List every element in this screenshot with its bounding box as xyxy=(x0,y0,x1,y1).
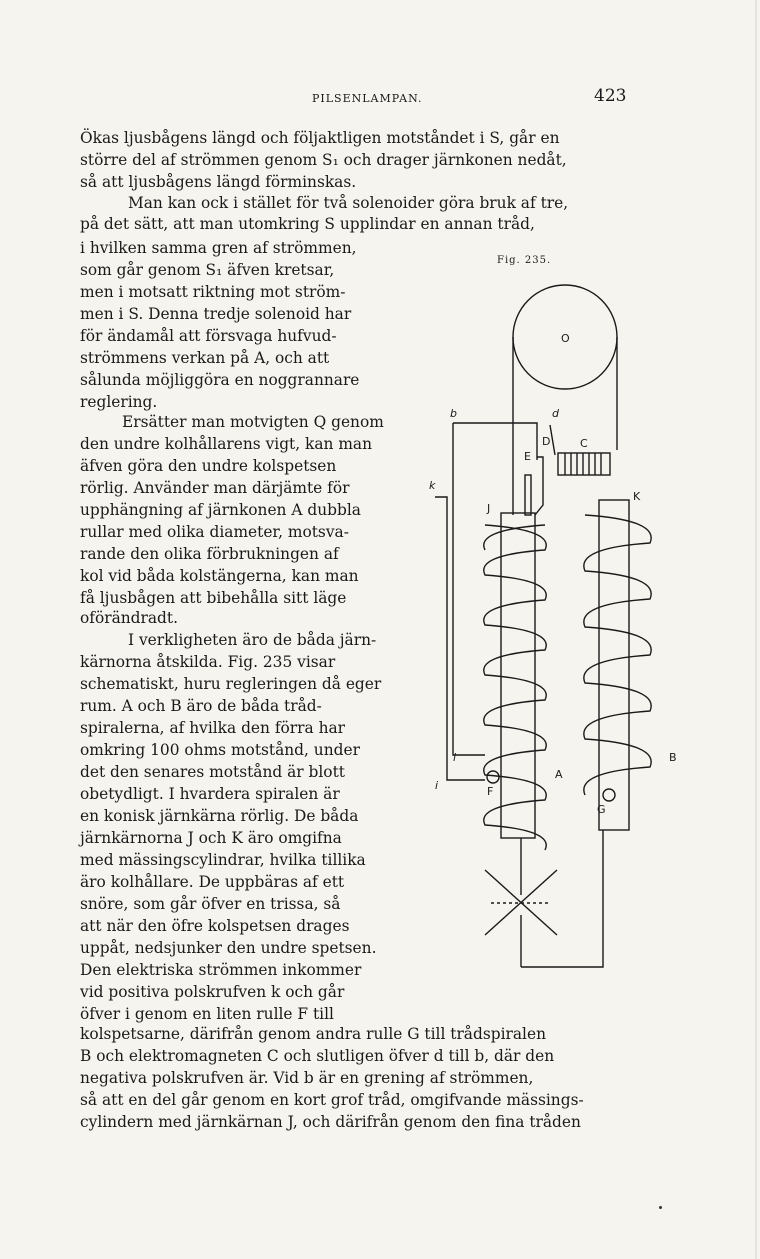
text-line: Ökas ljusbågens längd och följaktligen motståndet i S, går en xyxy=(80,129,560,147)
text-line: på det sätt, att man utomkring S upplindar en annan tråd, xyxy=(80,215,535,233)
arc-lamp-regulator-diagram xyxy=(425,275,685,985)
label-d: d xyxy=(552,407,559,420)
text-line: reglering. xyxy=(80,393,158,411)
text-line: uppåt, nedsjunker den undre spetsen. xyxy=(80,939,377,957)
label-E: E xyxy=(524,450,531,463)
text-line: B och elektromagneten C och slutligen öfver d till b, där den xyxy=(80,1047,555,1065)
page-edge xyxy=(755,0,757,1259)
text-line: öfver i genom en liten rulle F till xyxy=(80,1005,334,1023)
label-J: J xyxy=(487,502,491,515)
text-line: kol vid båda kolstängerna, kan man xyxy=(80,567,359,585)
text-line: sålunda möjliggöra en noggrannare xyxy=(80,371,360,389)
text-line: vid positiva polskrufven k och går xyxy=(80,983,345,1001)
text-line: för ändamål att försvaga hufvud- xyxy=(80,327,337,345)
text-line: med mässingscylindrar, hvilka tillika xyxy=(80,851,366,869)
text-line: I verkligheten äro de båda järn- xyxy=(128,631,377,649)
label-G: G xyxy=(597,803,606,816)
text-line: obetydligt. I hvardera spiralen är xyxy=(80,785,340,803)
text-line: så att ljusbågens längd förminskas. xyxy=(80,173,357,191)
text-line: schematiskt, huru regleringen då eger xyxy=(80,675,382,693)
text-line: äro kolhållare. De uppbäras af ett xyxy=(80,873,345,891)
text-line: så att en del går genom en kort grof tråd, omgifvande mässings- xyxy=(80,1091,584,1109)
text-line: kolspetsarne, därifrån genom andra rulle G till trådspiralen xyxy=(80,1025,546,1043)
text-line: Man kan ock i stället för två solenoider göra bruk af tre, xyxy=(128,194,569,212)
label-O: O xyxy=(561,332,570,345)
text-line: men i S. Denna tredje solenoid har xyxy=(80,305,352,323)
page-number: 423 xyxy=(594,86,627,106)
text-line: att när den öfre kolspetsen drages xyxy=(80,917,350,935)
text-line: men i motsatt riktning mot ström- xyxy=(80,283,346,301)
text-line: snöre, som går öfver en trissa, så xyxy=(80,895,341,913)
text-line: rum. A och B äro de båda tråd- xyxy=(80,697,322,715)
text-line: Ersätter man motvigten Q genom xyxy=(122,413,384,431)
text-line: strömmens verkan på A, och att xyxy=(80,349,330,367)
running-header: PILSENLAMPAN. xyxy=(312,92,423,105)
text-line: cylindern med järnkärnan J, och därifrån genom den fina tråden xyxy=(80,1113,581,1131)
label-i: i xyxy=(435,779,439,792)
text-line: i hvilken samma gren af strömmen, xyxy=(80,239,357,257)
label-C: C xyxy=(580,437,588,450)
text-line: större del af strömmen genom S₁ och drager järnkonen nedåt, xyxy=(80,151,567,169)
text-line: en konisk järnkärna rörlig. De båda xyxy=(80,807,359,825)
text-line: omkring 100 ohms motstånd, under xyxy=(80,741,360,759)
label-F: F xyxy=(487,785,494,798)
text-line: det den senares motstånd är blott xyxy=(80,763,345,781)
text-line: oförändradt. xyxy=(80,609,178,627)
text-line: Den elektriska strömmen inkommer xyxy=(80,961,362,979)
text-line: den undre kolhållarens vigt, kan man xyxy=(80,435,373,453)
label-B: B xyxy=(669,751,677,764)
text-line: rullar med olika diameter, motsva- xyxy=(80,523,349,541)
label-b: b xyxy=(450,407,457,420)
label-k: k xyxy=(429,479,436,492)
text-line: spiralerna, af hvilka den förra har xyxy=(80,719,346,737)
label-K: K xyxy=(633,490,641,503)
text-line: upphängning af järnkonen A dubbla xyxy=(80,501,361,519)
text-line: som går genom S₁ äfven kretsar, xyxy=(80,261,335,279)
text-line: få ljusbågen att bibehålla sitt läge xyxy=(80,589,347,607)
text-line: rande den olika förbrukningen af xyxy=(80,545,339,563)
text-line: rörlig. Använder man därjämte för xyxy=(80,479,350,497)
text-line: järnkärnorna J och K äro omgifna xyxy=(80,829,342,847)
label-A: A xyxy=(555,768,563,781)
ink-speck xyxy=(659,1206,662,1209)
label-l: l xyxy=(453,751,457,764)
text-line: kärnorna åtskilda. Fig. 235 visar xyxy=(80,653,336,671)
text-line: äfven göra den undre kolspetsen xyxy=(80,457,337,475)
text-line: negativa polskrufven är. Vid b är en grening af strömmen, xyxy=(80,1069,534,1087)
label-D: D xyxy=(542,435,551,448)
figure-caption: Fig. 235. xyxy=(497,255,552,266)
